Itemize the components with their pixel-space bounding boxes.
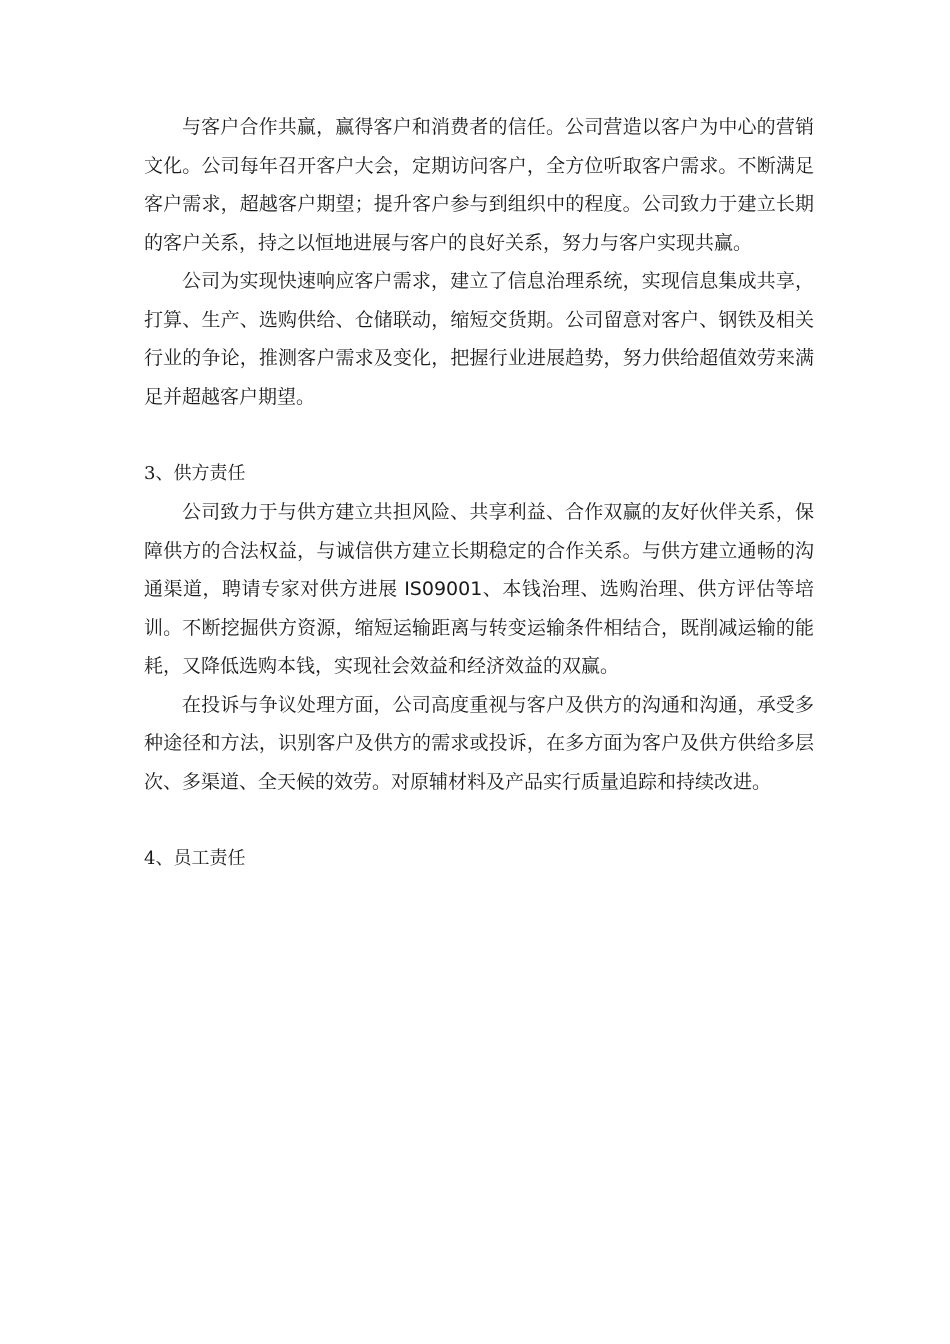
section-spacer — [144, 416, 814, 455]
section-heading-supplier-responsibility: 3、供方责任 — [144, 462, 246, 484]
document-body — [144, 108, 814, 878]
paragraph-customer-response: 公司为实现快速响应客户需求，建立了信息治理系统，实现信息集成共享，打算、生产、选购供给、仓储联动，缩短交货期。公司留意对客户、钢铁及相关行业的争论，推测客户需求及变化，把握行业进展趋势，努力供给超值效劳来满足并超越客户期望。 — [144, 270, 814, 408]
paragraph-supplier-partnership: 公司致力于与供方建立共担风险、共享利益、合作双赢的友好伙伴关系，保障供方的合法权益，与诚信供方建立长期稳定的合作关系。与供方建立通畅的沟通渠道，聘请专家对供方进展 IS09001、本钱治理、选购治理、供方评估等培训。不断挖掘供方资源，缩短运输距离与转变运输条件相结合，既削减运输的能耗，又降低选购本钱，实现社会效益和经济效益的双赢。 — [144, 501, 814, 677]
paragraph-complaint-handling: 在投诉与争议处理方面，公司高度重视与客户及供方的沟通和沟通，承受多种途径和方法，识别客户及供方的需求或投诉，在多方面为客户及供方供给多层次、多渠道、全天候的效劳。对原辅材料及产品实行质量追踪和持续改进。 — [144, 693, 814, 793]
section-heading-employee-responsibility: 4、员工责任 — [144, 847, 246, 869]
paragraph-customer-cooperation: 与客户合作共赢，赢得客户和消费者的信任。公司营造以客户为中心的营销文化。公司每年召开客户大会，定期访问客户，全方位听取客户需求。不断满足客户需求，超越客户期望；提升客户参与到组织中的程度。公司致力于建立长期的客户关系，持之以恒地进展与客户的良好关系，努力与客户实现共赢。 — [144, 116, 814, 254]
section-spacer — [144, 801, 814, 840]
